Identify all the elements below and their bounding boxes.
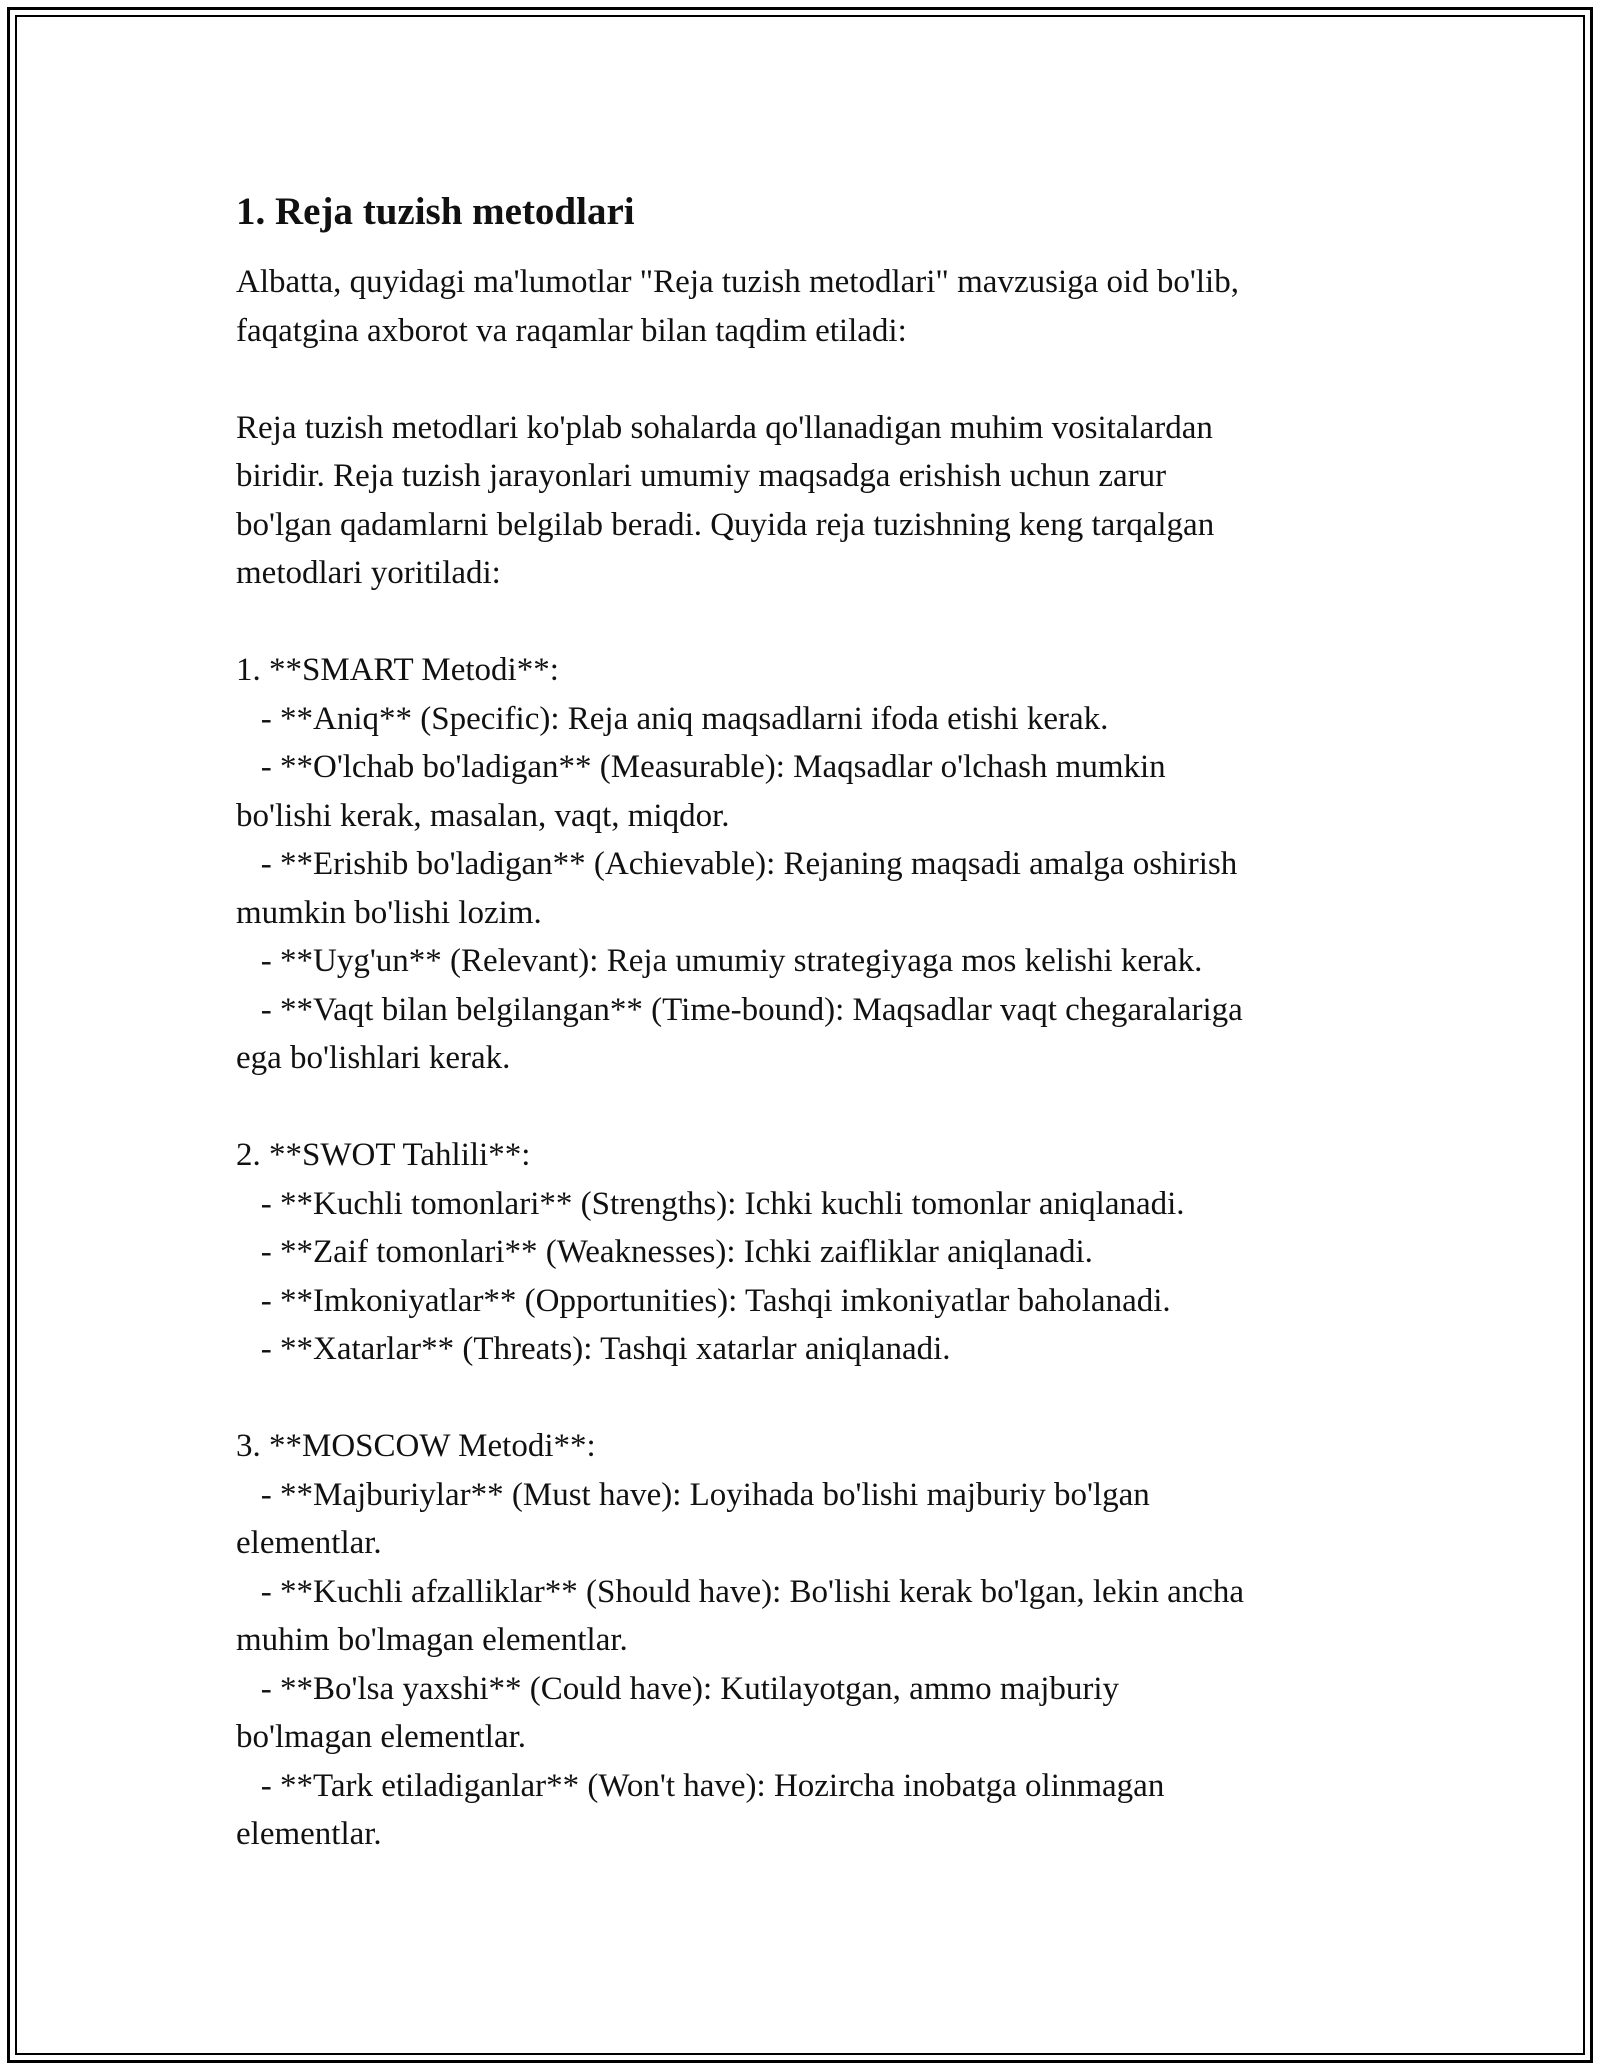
blank-line — [236, 598, 1396, 647]
text-line: 1. **SMART Metodi**: — [236, 652, 559, 688]
text-line: bo'lgan qadamlarni belgilab beradi. Quyida reja tuzishning keng tarqalgan — [236, 506, 1215, 543]
text-line: - **Xatarlar** (Threats): Tashqi xatarlar aniqlanadi. — [236, 1331, 951, 1367]
text-line: - **Kuchli tomonlari** (Strengths): Ichki kuchli tomonlar aniqlanadi. — [236, 1185, 1185, 1222]
text-line: mumkin bo'lishi lozim. — [236, 894, 542, 931]
document-body — [236, 186, 1396, 1859]
text-line: ega bo'lishlari kerak. — [236, 1040, 511, 1076]
text-line: faqatgina axborot va raqamlar bilan taqdim etiladi: — [236, 312, 907, 349]
text-line: 3. **MOSCOW Metodi**: — [236, 1428, 596, 1464]
text-line: metodlari yoritiladi: — [236, 555, 501, 591]
document-title: 1. Reja tuzish metodlari — [236, 190, 635, 233]
text-line: elementlar. — [236, 1816, 382, 1852]
text-line: bo'lishi kerak, masalan, vaqt, miqdor. — [236, 797, 730, 834]
blank-line — [236, 1083, 1396, 1132]
text-line: - **Imkoniyatlar** (Opportunities): Tashqi imkoniyatlar baholanadi. — [236, 1282, 1171, 1319]
text-line: - **Zaif tomonlari** (Weaknesses): Ichki zaifliklar aniqlanadi. — [236, 1234, 1093, 1270]
text-line: - **Uyg'un** (Relevant): Reja umumiy strategiyaga mos kelishi kerak. — [236, 943, 1203, 979]
text-line: - **Tark etiladiganlar** (Won't have): Hozircha inobatga olinmagan — [236, 1767, 1165, 1804]
text-line: - **Vaqt bilan belgilangan** (Time-bound): Maqsadlar vaqt chegaralariga — [236, 991, 1243, 1028]
text-line: - **Aniq** (Specific): Reja aniq maqsadlarni ifoda etishi kerak. — [236, 700, 1109, 737]
text-line: muhim bo'lmagan elementlar. — [236, 1622, 628, 1658]
text-line: bo'lmagan elementlar. — [236, 1719, 527, 1755]
text-line: - **Erishib bo'ladigan** (Achievable): Rejaning maqsadi amalga oshirish — [236, 846, 1238, 882]
document-text — [236, 258, 1396, 1859]
text-line: Reja tuzish metodlari ko'plab sohalarda qo'llanadigan muhim vositalardan — [236, 409, 1213, 446]
text-line: Albatta, quyidagi ma'lumotlar "Reja tuzish metodlari" mavzusiga oid bo'lib, — [236, 264, 1239, 300]
blank-line — [236, 355, 1396, 404]
text-line: - **Bo'lsa yaxshi** (Could have): Kutilayotgan, ammo majburiy — [236, 1670, 1120, 1707]
blank-line — [236, 1374, 1396, 1423]
text-line: elementlar. — [236, 1525, 382, 1561]
text-line: - **Majburiylar** (Must have): Loyihada bo'lishi majburiy bo'lgan — [236, 1476, 1150, 1513]
text-line: 2. **SWOT Tahlili**: — [236, 1137, 531, 1173]
text-line: - **O'lchab bo'ladigan** (Measurable): Maqsadlar o'lchash mumkin — [236, 749, 1166, 785]
text-line: biridir. Reja tuzish jarayonlari umumiy maqsadga erishish uchun zarur — [236, 458, 1167, 494]
text-line: - **Kuchli afzalliklar** (Should have): Bo'lishi kerak bo'lgan, lekin ancha — [236, 1573, 1245, 1610]
